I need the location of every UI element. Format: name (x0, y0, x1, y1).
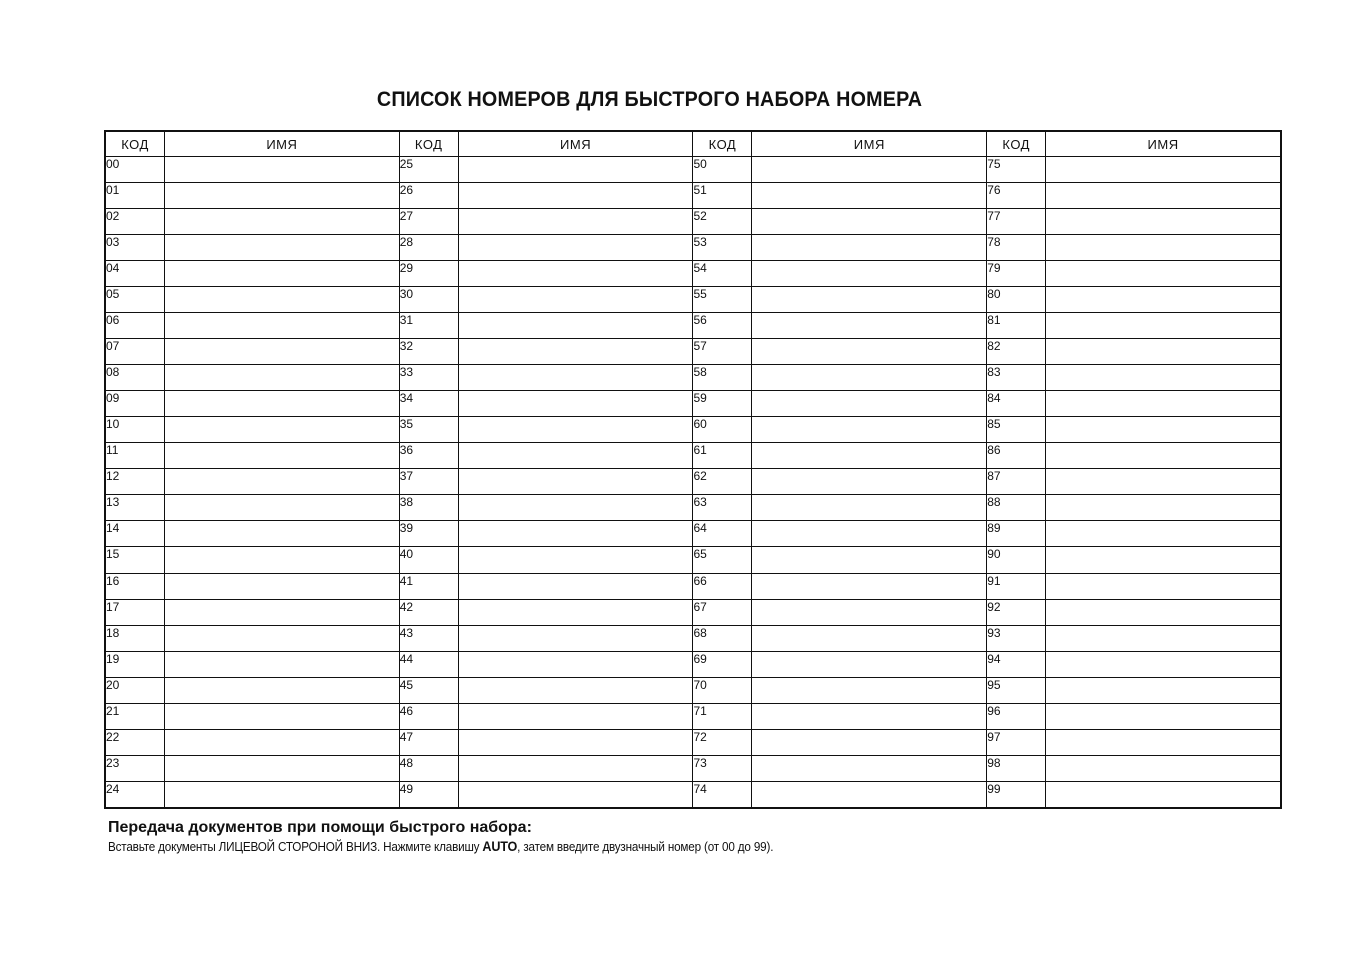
code-column-header: КОД (106, 132, 165, 157)
speed-dial-code: 98 (987, 755, 1046, 781)
speed-dial-code: 10 (106, 417, 165, 443)
speed-dial-code: 24 (106, 781, 165, 807)
speed-dial-code: 17 (106, 599, 165, 625)
speed-dial-code: 38 (399, 495, 458, 521)
footer-text-before: Вставьте документы ЛИЦЕВОЙ СТОРОНОЙ ВНИЗ. Нажмите клавишу (108, 839, 483, 854)
speed-dial-name-cell[interactable] (164, 521, 399, 547)
speed-dial-code: 62 (693, 469, 752, 495)
speed-dial-name-cell[interactable] (752, 573, 987, 599)
speed-dial-code: 91 (987, 573, 1046, 599)
speed-dial-name-cell[interactable] (1046, 443, 1281, 469)
speed-dial-code: 75 (987, 157, 1046, 183)
speed-dial-code: 52 (693, 209, 752, 235)
code-column-header: КОД (399, 132, 458, 157)
speed-dial-code: 59 (693, 391, 752, 417)
speed-dial-name-cell[interactable] (458, 651, 693, 677)
speed-dial-name-cell[interactable] (752, 625, 987, 651)
speed-dial-name-cell[interactable] (752, 287, 987, 313)
speed-dial-name-cell[interactable] (458, 469, 693, 495)
speed-dial-code: 94 (987, 651, 1046, 677)
speed-dial-code: 12 (106, 469, 165, 495)
speed-dial-name-cell[interactable] (164, 573, 399, 599)
speed-dial-name-cell[interactable] (1046, 313, 1281, 339)
speed-dial-name-cell[interactable] (164, 339, 399, 365)
speed-dial-code: 20 (106, 677, 165, 703)
speed-dial-name-cell[interactable] (752, 157, 987, 183)
speed-dial-code: 44 (399, 651, 458, 677)
speed-dial-code: 33 (399, 365, 458, 391)
speed-dial-name-cell[interactable] (164, 157, 399, 183)
speed-dial-code: 06 (106, 313, 165, 339)
speed-dial-name-cell[interactable] (752, 729, 987, 755)
speed-dial-name-cell[interactable] (458, 365, 693, 391)
table-body (106, 157, 1281, 808)
speed-dial-code: 64 (693, 521, 752, 547)
speed-dial-name-cell[interactable] (458, 677, 693, 703)
speed-dial-name-cell[interactable] (458, 417, 693, 443)
speed-dial-name-cell[interactable] (752, 781, 987, 807)
speed-dial-name-cell[interactable] (752, 495, 987, 521)
table-row (106, 677, 1281, 703)
table-row (106, 495, 1281, 521)
speed-dial-name-cell[interactable] (164, 651, 399, 677)
speed-dial-name-cell[interactable] (458, 703, 693, 729)
speed-dial-name-cell[interactable] (1046, 625, 1281, 651)
speed-dial-name-cell[interactable] (1046, 599, 1281, 625)
speed-dial-code: 78 (987, 235, 1046, 261)
footer-heading: Передача документов при помощи быстрого набора: (108, 819, 532, 836)
speed-dial-code: 35 (399, 417, 458, 443)
speed-dial-name-cell[interactable] (752, 339, 987, 365)
table-header-row (106, 132, 1281, 157)
speed-dial-name-cell[interactable] (164, 547, 399, 573)
speed-dial-name-cell[interactable] (458, 625, 693, 651)
speed-dial-code: 79 (987, 261, 1046, 287)
table-row (106, 365, 1281, 391)
speed-dial-code: 68 (693, 625, 752, 651)
speed-dial-name-cell[interactable] (752, 235, 987, 261)
speed-dial-name-cell[interactable] (752, 599, 987, 625)
speed-dial-name-cell[interactable] (752, 703, 987, 729)
speed-dial-code: 14 (106, 521, 165, 547)
table-row (106, 547, 1281, 573)
speed-dial-name-cell[interactable] (1046, 365, 1281, 391)
speed-dial-code: 89 (987, 521, 1046, 547)
speed-dial-name-cell[interactable] (164, 417, 399, 443)
speed-dial-name-cell[interactable] (752, 521, 987, 547)
table-row (106, 521, 1281, 547)
speed-dial-name-cell[interactable] (458, 443, 693, 469)
speed-dial-code: 19 (106, 651, 165, 677)
speed-dial-name-cell[interactable] (164, 235, 399, 261)
speed-dial-code: 07 (106, 339, 165, 365)
speed-dial-code: 22 (106, 729, 165, 755)
speed-dial-name-cell[interactable] (164, 495, 399, 521)
speed-dial-code: 40 (399, 547, 458, 573)
speed-dial-code: 53 (693, 235, 752, 261)
speed-dial-code: 93 (987, 625, 1046, 651)
speed-dial-code: 99 (987, 781, 1046, 807)
name-column-header: ИМЯ (164, 132, 399, 157)
table-row (106, 469, 1281, 495)
speed-dial-code: 26 (399, 183, 458, 209)
speed-dial-code: 41 (399, 573, 458, 599)
table-row (106, 209, 1281, 235)
speed-dial-code: 02 (106, 209, 165, 235)
speed-dial-name-cell[interactable] (164, 261, 399, 287)
table-row (106, 339, 1281, 365)
speed-dial-name-cell[interactable] (1046, 339, 1281, 365)
speed-dial-code: 21 (106, 703, 165, 729)
table-row (106, 755, 1281, 781)
speed-dial-code: 47 (399, 729, 458, 755)
speed-dial-code: 63 (693, 495, 752, 521)
speed-dial-name-cell[interactable] (458, 573, 693, 599)
speed-dial-code: 45 (399, 677, 458, 703)
speed-dial-code: 11 (106, 443, 165, 469)
speed-dial-code: 43 (399, 625, 458, 651)
speed-dial-name-cell[interactable] (164, 287, 399, 313)
speed-dial-name-cell[interactable] (752, 651, 987, 677)
speed-dial-name-cell[interactable] (752, 417, 987, 443)
speed-dial-code: 97 (987, 729, 1046, 755)
code-column-header: КОД (693, 132, 752, 157)
speed-dial-name-cell[interactable] (458, 599, 693, 625)
speed-dial-code: 65 (693, 547, 752, 573)
speed-dial-code: 83 (987, 365, 1046, 391)
speed-dial-code: 25 (399, 157, 458, 183)
speed-dial-name-cell[interactable] (458, 755, 693, 781)
speed-dial-name-cell[interactable] (1046, 547, 1281, 573)
table-row (106, 599, 1281, 625)
table-row (106, 261, 1281, 287)
speed-dial-code: 77 (987, 209, 1046, 235)
speed-dial-name-cell[interactable] (1046, 729, 1281, 755)
speed-dial-code: 80 (987, 287, 1046, 313)
table-row (106, 729, 1281, 755)
speed-dial-code: 56 (693, 313, 752, 339)
speed-dial-name-cell[interactable] (164, 625, 399, 651)
speed-dial-name-cell[interactable] (1046, 417, 1281, 443)
speed-dial-name-cell[interactable] (752, 469, 987, 495)
speed-dial-name-cell[interactable] (164, 313, 399, 339)
speed-dial-name-cell[interactable] (752, 365, 987, 391)
speed-dial-code: 70 (693, 677, 752, 703)
speed-dial-name-cell[interactable] (164, 729, 399, 755)
table-row (106, 287, 1281, 313)
speed-dial-code: 16 (106, 573, 165, 599)
speed-dial-name-cell[interactable] (752, 183, 987, 209)
speed-dial-code: 18 (106, 625, 165, 651)
name-column-header: ИМЯ (1046, 132, 1281, 157)
speed-dial-code: 27 (399, 209, 458, 235)
speed-dial-code: 37 (399, 469, 458, 495)
speed-dial-code: 23 (106, 755, 165, 781)
speed-dial-name-cell[interactable] (458, 287, 693, 313)
speed-dial-name-cell[interactable] (458, 339, 693, 365)
speed-dial-code: 15 (106, 547, 165, 573)
speed-dial-code: 39 (399, 521, 458, 547)
speed-dial-code: 09 (106, 391, 165, 417)
speed-dial-name-cell[interactable] (458, 495, 693, 521)
code-column-header: КОД (987, 132, 1046, 157)
speed-dial-code: 67 (693, 599, 752, 625)
speed-dial-name-cell[interactable] (752, 209, 987, 235)
speed-dial-code: 71 (693, 703, 752, 729)
speed-dial-name-cell[interactable] (458, 209, 693, 235)
table-row (106, 417, 1281, 443)
speed-dial-name-cell[interactable] (164, 469, 399, 495)
table-row (106, 703, 1281, 729)
speed-dial-name-cell[interactable] (752, 547, 987, 573)
speed-dial-code: 05 (106, 287, 165, 313)
speed-dial-name-cell[interactable] (752, 261, 987, 287)
speed-dial-code: 61 (693, 443, 752, 469)
speed-dial-name-cell[interactable] (752, 677, 987, 703)
speed-dial-name-cell[interactable] (1046, 261, 1281, 287)
name-column-header: ИМЯ (752, 132, 987, 157)
speed-dial-code: 50 (693, 157, 752, 183)
speed-dial-code: 87 (987, 469, 1046, 495)
speed-dial-table-frame (104, 130, 1282, 809)
speed-dial-code: 96 (987, 703, 1046, 729)
speed-dial-code: 76 (987, 183, 1046, 209)
speed-dial-code: 08 (106, 365, 165, 391)
speed-dial-code: 51 (693, 183, 752, 209)
speed-dial-code: 72 (693, 729, 752, 755)
speed-dial-code: 58 (693, 365, 752, 391)
speed-dial-name-cell[interactable] (1046, 391, 1281, 417)
speed-dial-table (105, 131, 1281, 808)
speed-dial-code: 90 (987, 547, 1046, 573)
speed-dial-name-cell[interactable] (1046, 573, 1281, 599)
speed-dial-name-cell[interactable] (164, 599, 399, 625)
table-row (106, 781, 1281, 807)
speed-dial-name-cell[interactable] (164, 677, 399, 703)
speed-dial-name-cell[interactable] (1046, 209, 1281, 235)
footer-instructions (108, 838, 773, 854)
speed-dial-name-cell[interactable] (164, 781, 399, 807)
speed-dial-name-cell[interactable] (1046, 651, 1281, 677)
speed-dial-code: 30 (399, 287, 458, 313)
table-row (106, 183, 1281, 209)
speed-dial-name-cell[interactable] (164, 443, 399, 469)
speed-dial-code: 85 (987, 417, 1046, 443)
speed-dial-code: 13 (106, 495, 165, 521)
table-row (106, 651, 1281, 677)
speed-dial-name-cell[interactable] (1046, 183, 1281, 209)
speed-dial-name-cell[interactable] (1046, 287, 1281, 313)
speed-dial-name-cell[interactable] (1046, 755, 1281, 781)
speed-dial-name-cell[interactable] (752, 391, 987, 417)
speed-dial-code: 54 (693, 261, 752, 287)
speed-dial-name-cell[interactable] (752, 443, 987, 469)
speed-dial-name-cell[interactable] (1046, 235, 1281, 261)
table-row (106, 313, 1281, 339)
speed-dial-name-cell[interactable] (1046, 521, 1281, 547)
speed-dial-name-cell[interactable] (164, 391, 399, 417)
speed-dial-name-cell[interactable] (1046, 781, 1281, 807)
table-row (106, 625, 1281, 651)
speed-dial-code: 81 (987, 313, 1046, 339)
footer-text-after: , затем введите двузначный номер (от 00 до 99). (517, 839, 774, 854)
name-column-header: ИМЯ (458, 132, 693, 157)
speed-dial-name-cell[interactable] (752, 755, 987, 781)
table-row (106, 235, 1281, 261)
speed-dial-name-cell[interactable] (458, 391, 693, 417)
speed-dial-code: 84 (987, 391, 1046, 417)
speed-dial-code: 01 (106, 183, 165, 209)
speed-dial-name-cell[interactable] (1046, 677, 1281, 703)
speed-dial-code: 69 (693, 651, 752, 677)
speed-dial-name-cell[interactable] (1046, 157, 1281, 183)
speed-dial-code: 95 (987, 677, 1046, 703)
speed-dial-code: 03 (106, 235, 165, 261)
speed-dial-code: 60 (693, 417, 752, 443)
speed-dial-name-cell[interactable] (458, 781, 693, 807)
speed-dial-name-cell[interactable] (458, 183, 693, 209)
speed-dial-code: 32 (399, 339, 458, 365)
speed-dial-code: 86 (987, 443, 1046, 469)
speed-dial-code: 49 (399, 781, 458, 807)
speed-dial-code: 55 (693, 287, 752, 313)
speed-dial-code: 46 (399, 703, 458, 729)
speed-dial-name-cell[interactable] (458, 235, 693, 261)
speed-dial-name-cell[interactable] (164, 755, 399, 781)
speed-dial-name-cell[interactable] (164, 365, 399, 391)
speed-dial-code: 28 (399, 235, 458, 261)
speed-dial-name-cell[interactable] (458, 547, 693, 573)
speed-dial-code: 34 (399, 391, 458, 417)
speed-dial-name-cell[interactable] (164, 183, 399, 209)
speed-dial-name-cell[interactable] (458, 157, 693, 183)
auto-key-label: AUTO (482, 838, 518, 854)
speed-dial-code: 73 (693, 755, 752, 781)
speed-dial-code: 57 (693, 339, 752, 365)
page-title: СПИСОК НОМЕРОВ ДЛЯ БЫСТРОГО НАБОРА НОМЕРА (376, 88, 923, 111)
speed-dial-name-cell[interactable] (458, 313, 693, 339)
speed-dial-code: 66 (693, 573, 752, 599)
speed-dial-code: 00 (106, 157, 165, 183)
table-row (106, 443, 1281, 469)
table-row (106, 391, 1281, 417)
speed-dial-name-cell[interactable] (1046, 495, 1281, 521)
speed-dial-code: 29 (399, 261, 458, 287)
speed-dial-name-cell[interactable] (752, 313, 987, 339)
speed-dial-code: 31 (399, 313, 458, 339)
speed-dial-code: 04 (106, 261, 165, 287)
speed-dial-code: 82 (987, 339, 1046, 365)
speed-dial-name-cell[interactable] (458, 521, 693, 547)
speed-dial-code: 48 (399, 755, 458, 781)
speed-dial-name-cell[interactable] (458, 261, 693, 287)
speed-dial-code: 42 (399, 599, 458, 625)
speed-dial-name-cell[interactable] (458, 729, 693, 755)
speed-dial-code: 36 (399, 443, 458, 469)
speed-dial-name-cell[interactable] (1046, 703, 1281, 729)
speed-dial-name-cell[interactable] (164, 703, 399, 729)
speed-dial-name-cell[interactable] (1046, 469, 1281, 495)
speed-dial-code: 92 (987, 599, 1046, 625)
speed-dial-code: 74 (693, 781, 752, 807)
speed-dial-name-cell[interactable] (164, 209, 399, 235)
table-row (106, 573, 1281, 599)
speed-dial-code: 88 (987, 495, 1046, 521)
table-row (106, 157, 1281, 183)
